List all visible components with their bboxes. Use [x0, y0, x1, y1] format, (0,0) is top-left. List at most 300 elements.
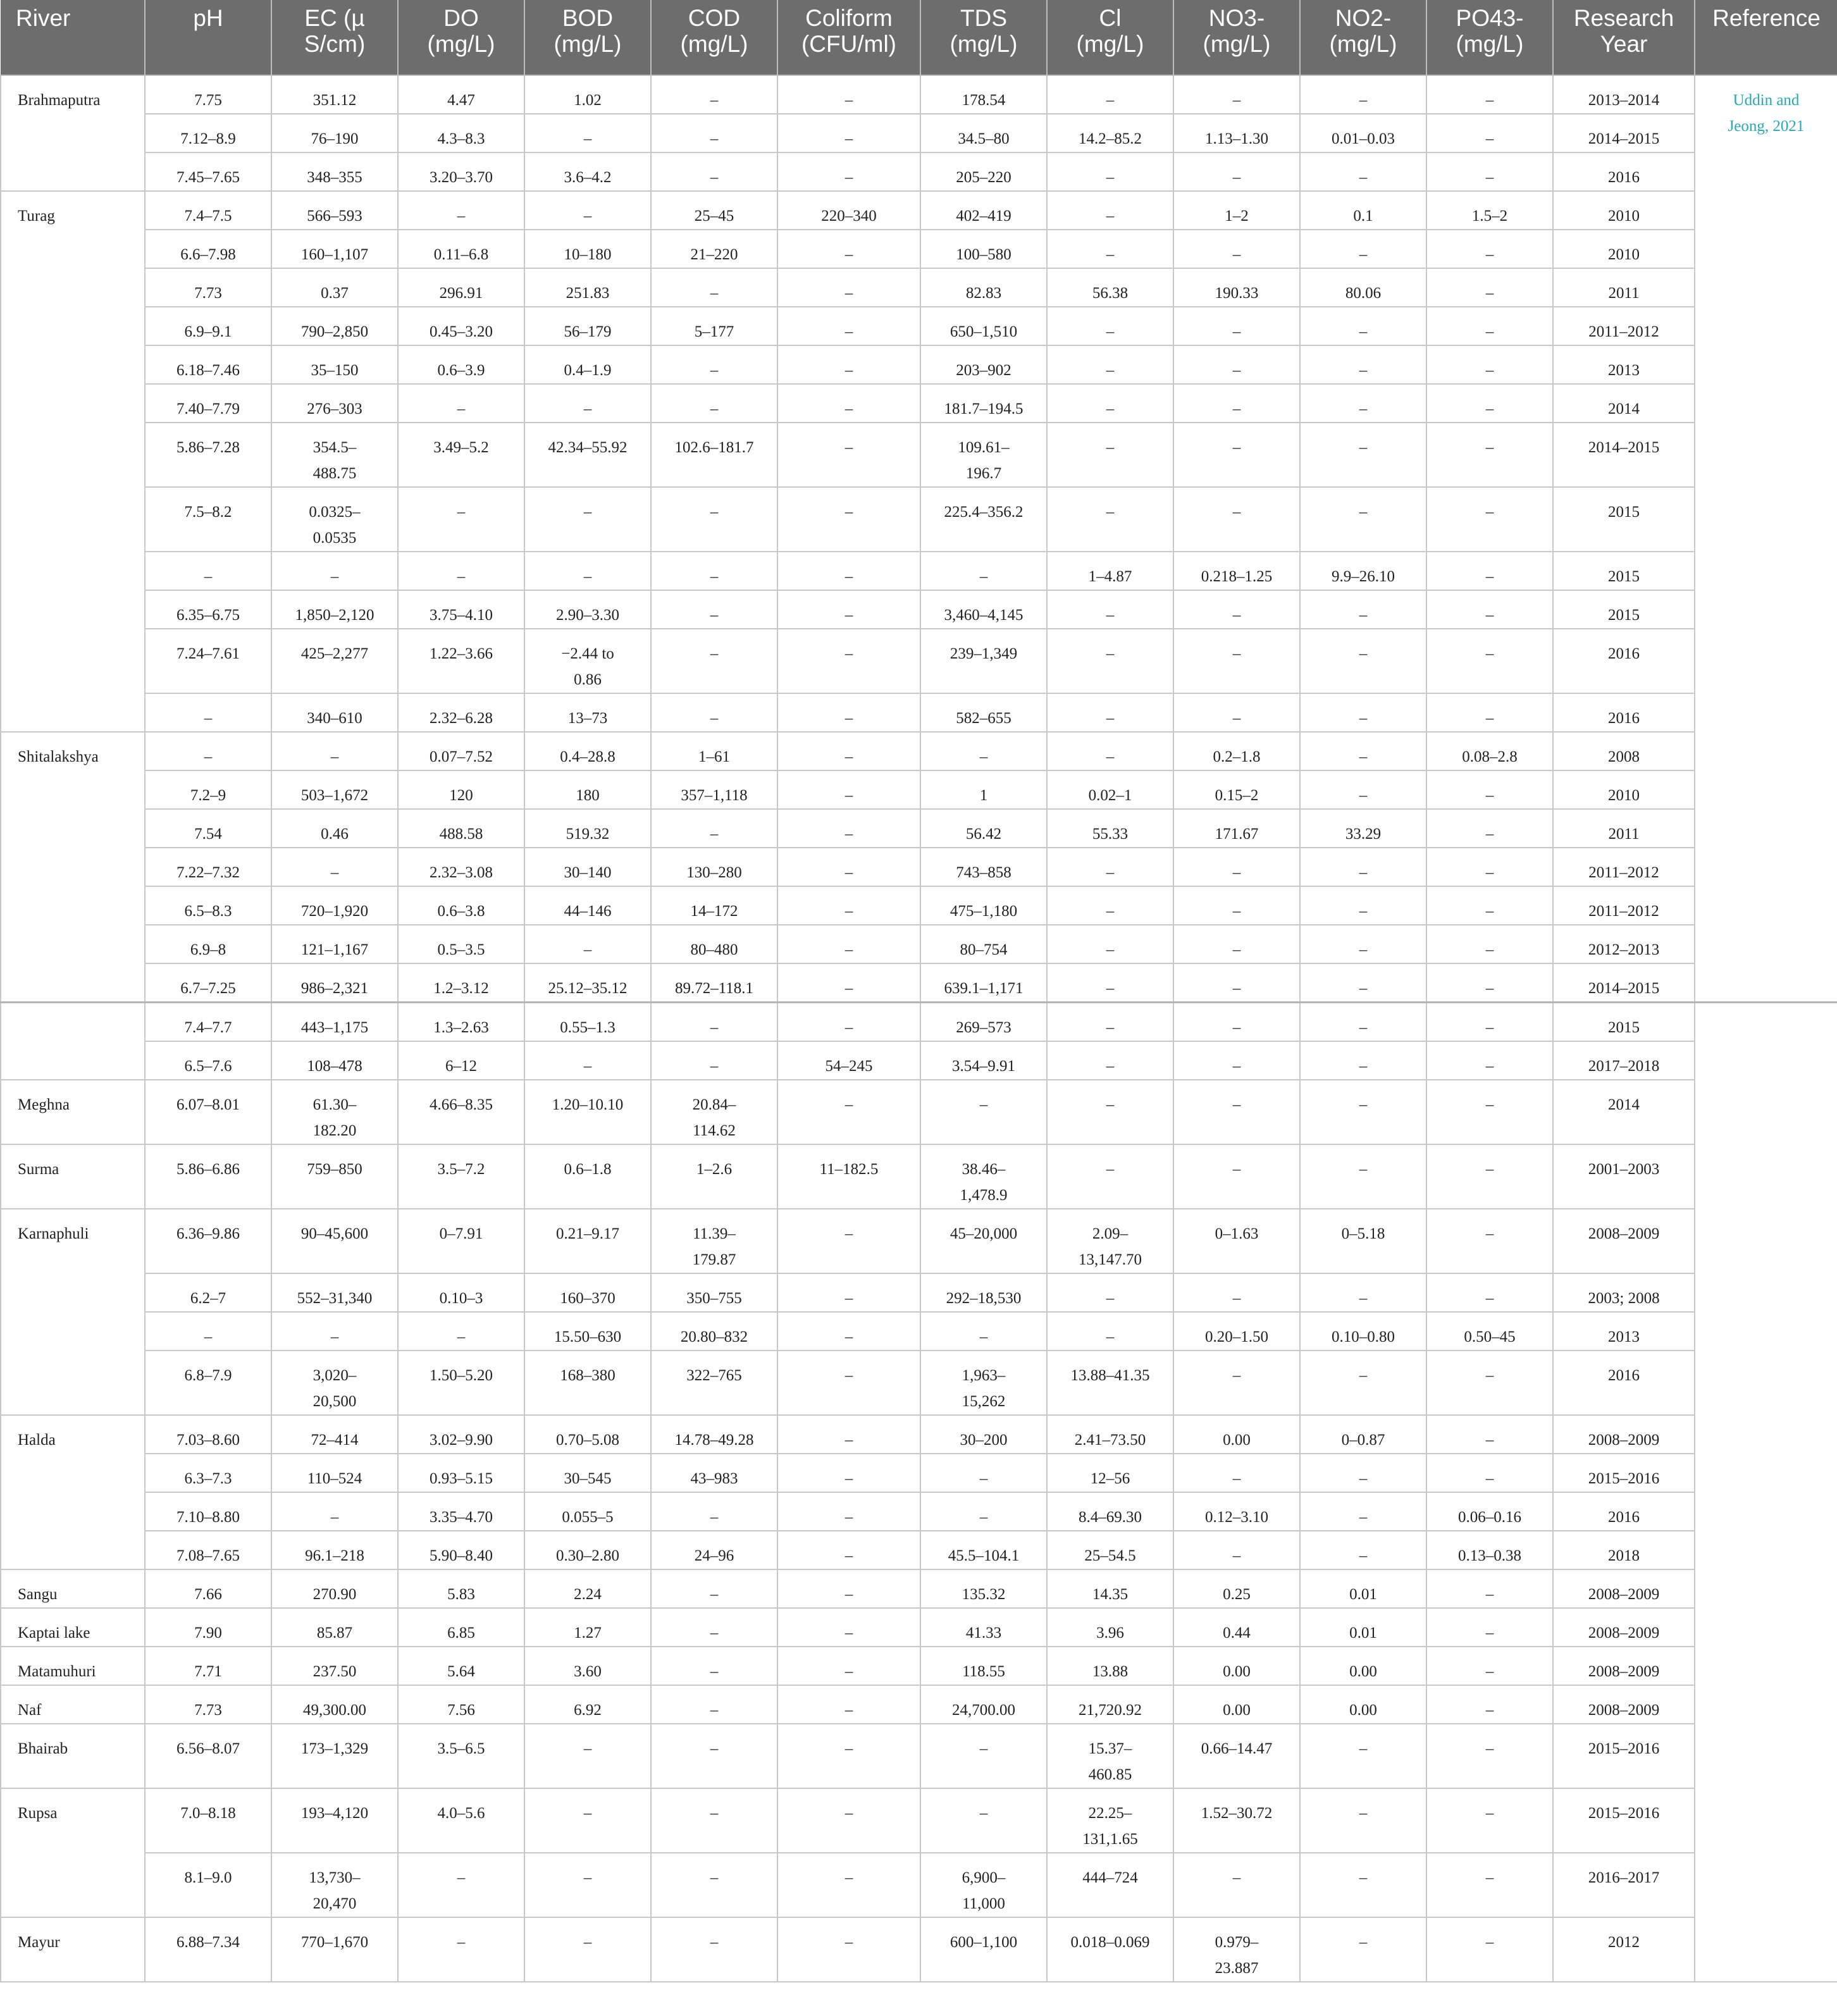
value-cell: 7.5–8.2 — [145, 487, 271, 552]
value-cell: 22.25– 131,1.65 — [1047, 1788, 1173, 1853]
value-cell: 402–419 — [920, 191, 1047, 230]
value-cell: 0.55–1.3 — [524, 1003, 651, 1042]
value-cell: 89.72–118.1 — [651, 963, 777, 1003]
table-row — [1, 230, 1837, 268]
value-cell: – — [920, 552, 1047, 590]
river-name-cell — [1, 1003, 145, 1080]
table-row — [1, 1415, 1837, 1454]
value-cell: 3.49–5.2 — [398, 423, 524, 487]
value-cell: 6.18–7.46 — [145, 345, 271, 384]
column-header: Coliform (CFU/ml) — [777, 0, 920, 75]
table-row — [1, 1041, 1837, 1080]
value-cell: 0.20–1.50 — [1173, 1312, 1300, 1351]
value-cell: 203–902 — [920, 345, 1047, 384]
value-cell: 1.50–5.20 — [398, 1351, 524, 1415]
value-cell: 1.3–2.63 — [398, 1003, 524, 1042]
river-name-cell: Meghna — [1, 1080, 145, 1144]
value-cell: 20.84– 114.62 — [651, 1080, 777, 1144]
value-cell: – — [651, 629, 777, 693]
value-cell: 9.9–26.10 — [1300, 552, 1426, 590]
value-cell: 108–478 — [271, 1041, 398, 1080]
value-cell: 190.33 — [1173, 268, 1300, 307]
value-cell: 6.92 — [524, 1685, 651, 1724]
value-cell: 72–414 — [271, 1415, 398, 1454]
value-cell: 7.10–8.80 — [145, 1492, 271, 1531]
value-cell: – — [651, 1003, 777, 1042]
value-cell: 582–655 — [920, 693, 1047, 732]
value-cell: – — [777, 1003, 920, 1042]
value-cell: – — [1426, 1788, 1553, 1853]
value-cell: 55.33 — [1047, 809, 1173, 848]
table-row — [1, 1454, 1837, 1492]
value-cell: 0.01–0.03 — [1300, 114, 1426, 152]
value-cell: 0.10–3 — [398, 1273, 524, 1312]
value-cell: – — [651, 1853, 777, 1917]
value-cell: – — [777, 629, 920, 693]
value-cell: 251.83 — [524, 268, 651, 307]
value-cell: 0.50–45 — [1426, 1312, 1553, 1351]
value-cell: – — [1173, 925, 1300, 963]
value-cell: – — [920, 732, 1047, 770]
value-cell: 6.36–9.86 — [145, 1209, 271, 1273]
value-cell: 0.01 — [1300, 1569, 1426, 1608]
value-cell: 0.37 — [271, 268, 398, 307]
column-header: COD (mg/L) — [651, 0, 777, 75]
river-name-cell: Mayur — [1, 1917, 145, 1982]
value-cell: – — [1426, 487, 1553, 552]
value-cell: 2.32–6.28 — [398, 693, 524, 732]
value-cell: – — [777, 732, 920, 770]
value-cell: – — [1300, 732, 1426, 770]
value-cell: 42.34–55.92 — [524, 423, 651, 487]
value-cell: – — [1426, 423, 1553, 487]
value-cell: 38.46– 1,478.9 — [920, 1144, 1047, 1209]
value-cell: 5.86–6.86 — [145, 1144, 271, 1209]
research-year-cell: 2001–2003 — [1553, 1144, 1695, 1209]
value-cell: – — [920, 1492, 1047, 1531]
value-cell: – — [1426, 1685, 1553, 1724]
table-row — [1, 1312, 1837, 1351]
value-cell: – — [651, 268, 777, 307]
value-cell: 600–1,100 — [920, 1917, 1047, 1982]
value-cell: 13–73 — [524, 693, 651, 732]
value-cell: – — [1173, 693, 1300, 732]
value-cell: 178.54 — [920, 75, 1047, 114]
river-name-cell: Surma — [1, 1144, 145, 1209]
research-year-cell: 2014 — [1553, 384, 1695, 423]
value-cell: 7.4–7.7 — [145, 1003, 271, 1042]
table-row — [1, 114, 1837, 152]
value-cell: 2.09– 13,147.70 — [1047, 1209, 1173, 1273]
value-cell: 0.00 — [1300, 1647, 1426, 1685]
value-cell: – — [1173, 848, 1300, 886]
research-year-cell: 2011–2012 — [1553, 307, 1695, 345]
value-cell: 0.66–14.47 — [1173, 1724, 1300, 1788]
value-cell: 0.1 — [1300, 191, 1426, 230]
research-year-cell: 2010 — [1553, 230, 1695, 268]
value-cell: 639.1–1,171 — [920, 963, 1047, 1003]
value-cell: 90–45,600 — [271, 1209, 398, 1273]
value-cell: – — [1047, 384, 1173, 423]
value-cell: – — [1426, 384, 1553, 423]
value-cell: 160–1,107 — [271, 230, 398, 268]
value-cell: – — [1047, 886, 1173, 925]
value-cell: – — [777, 1273, 920, 1312]
value-cell: 82.83 — [920, 268, 1047, 307]
value-cell: – — [651, 809, 777, 848]
value-cell: – — [1426, 693, 1553, 732]
value-cell: 100–580 — [920, 230, 1047, 268]
value-cell: 0.02–1 — [1047, 770, 1173, 809]
column-header: BOD (mg/L) — [524, 0, 651, 75]
value-cell: – — [524, 114, 651, 152]
table-row — [1, 1492, 1837, 1531]
research-year-cell: 2016 — [1553, 152, 1695, 191]
value-cell: 56.38 — [1047, 268, 1173, 307]
value-cell: 80.06 — [1300, 268, 1426, 307]
value-cell: 20.80–832 — [651, 1312, 777, 1351]
table-row — [1, 1531, 1837, 1569]
value-cell: – — [777, 1647, 920, 1685]
value-cell: – — [1047, 1273, 1173, 1312]
research-year-cell: 2010 — [1553, 770, 1695, 809]
value-cell: 3.6–4.2 — [524, 152, 651, 191]
value-cell: 130–280 — [651, 848, 777, 886]
research-year-cell: 2011–2012 — [1553, 848, 1695, 886]
research-year-cell: 2011 — [1553, 809, 1695, 848]
table-row — [1, 590, 1837, 629]
table-row — [1, 1080, 1837, 1144]
value-cell: 56–179 — [524, 307, 651, 345]
reference-cell — [1695, 1003, 1837, 1982]
value-cell: – — [1300, 1273, 1426, 1312]
value-cell: – — [1173, 590, 1300, 629]
table-row — [1, 848, 1837, 886]
value-cell: – — [777, 1853, 920, 1917]
value-cell: 135.32 — [920, 1569, 1047, 1608]
value-cell: – — [1300, 1853, 1426, 1917]
value-cell: – — [1173, 1080, 1300, 1144]
value-cell: – — [1426, 1415, 1553, 1454]
header-row — [1, 0, 1837, 75]
value-cell: 0.00 — [1300, 1685, 1426, 1724]
research-year-cell: 2015 — [1553, 487, 1695, 552]
table-row — [1, 1647, 1837, 1685]
value-cell: – — [777, 423, 920, 487]
value-cell: 3.60 — [524, 1647, 651, 1685]
table-body — [1, 75, 1837, 1982]
value-cell: 110–524 — [271, 1454, 398, 1492]
river-name-cell: Matamuhuri — [1, 1647, 145, 1685]
value-cell: – — [1173, 886, 1300, 925]
value-cell: 171.67 — [1173, 809, 1300, 848]
value-cell: – — [1047, 423, 1173, 487]
value-cell: – — [271, 552, 398, 590]
value-cell: 0.00 — [1173, 1647, 1300, 1685]
value-cell: – — [1300, 230, 1426, 268]
value-cell: – — [777, 1531, 920, 1569]
research-year-cell: 2016 — [1553, 1492, 1695, 1531]
value-cell: – — [1173, 75, 1300, 114]
value-cell: 14.78–49.28 — [651, 1415, 777, 1454]
value-cell: – — [1426, 152, 1553, 191]
value-cell: – — [524, 1853, 651, 1917]
value-cell: 5–177 — [651, 307, 777, 345]
column-header: TDS (mg/L) — [920, 0, 1047, 75]
value-cell: – — [777, 384, 920, 423]
table-row — [1, 1351, 1837, 1415]
research-year-cell: 2008–2009 — [1553, 1569, 1695, 1608]
table-row — [1, 1917, 1837, 1982]
value-cell: – — [1173, 423, 1300, 487]
value-cell: 0.00 — [1173, 1685, 1300, 1724]
value-cell: 45–20,000 — [920, 1209, 1047, 1273]
value-cell: – — [1300, 1531, 1426, 1569]
value-cell: 12–56 — [1047, 1454, 1173, 1492]
value-cell: 7.08–7.65 — [145, 1531, 271, 1569]
value-cell: 96.1–218 — [271, 1531, 398, 1569]
value-cell: 0–5.18 — [1300, 1209, 1426, 1273]
value-cell: – — [145, 693, 271, 732]
table-row — [1, 770, 1837, 809]
value-cell: −2.44 to 0.86 — [524, 629, 651, 693]
research-year-cell: 2008–2009 — [1553, 1647, 1695, 1685]
value-cell: 0.30–2.80 — [524, 1531, 651, 1569]
value-cell: – — [1300, 848, 1426, 886]
value-cell: 24,700.00 — [920, 1685, 1047, 1724]
table-row — [1, 925, 1837, 963]
value-cell: – — [1300, 487, 1426, 552]
value-cell: 45.5–104.1 — [920, 1531, 1047, 1569]
value-cell: – — [1047, 1003, 1173, 1042]
table-row — [1, 268, 1837, 307]
value-cell: 340–610 — [271, 693, 398, 732]
research-year-cell: 2008 — [1553, 732, 1695, 770]
value-cell: – — [651, 1788, 777, 1853]
value-cell: – — [777, 1312, 920, 1351]
value-cell: – — [398, 1917, 524, 1982]
value-cell: – — [398, 1853, 524, 1917]
value-cell: 3.5–6.5 — [398, 1724, 524, 1788]
value-cell: – — [1047, 1080, 1173, 1144]
value-cell: 0.06–0.16 — [1426, 1492, 1553, 1531]
value-cell: 1.22–3.66 — [398, 629, 524, 693]
value-cell: 488.58 — [398, 809, 524, 848]
column-header: River — [1, 0, 145, 75]
value-cell: 7.2–9 — [145, 770, 271, 809]
value-cell: 7.71 — [145, 1647, 271, 1685]
value-cell: – — [1173, 487, 1300, 552]
value-cell: – — [1173, 963, 1300, 1003]
value-cell: 4.3–8.3 — [398, 114, 524, 152]
value-cell: – — [1173, 1531, 1300, 1569]
table-row — [1, 1608, 1837, 1647]
value-cell: 85.87 — [271, 1608, 398, 1647]
value-cell: – — [145, 732, 271, 770]
river-name-cell: Bhairab — [1, 1724, 145, 1788]
value-cell: 0.45–3.20 — [398, 307, 524, 345]
research-year-cell: 2015–2016 — [1553, 1788, 1695, 1853]
research-year-cell: 2014 — [1553, 1080, 1695, 1144]
river-name-cell: Turag — [1, 191, 145, 732]
value-cell: 205–220 — [920, 152, 1047, 191]
value-cell: – — [1300, 1724, 1426, 1788]
value-cell: – — [1300, 345, 1426, 384]
value-cell: – — [651, 1917, 777, 1982]
value-cell: 21,720.92 — [1047, 1685, 1173, 1724]
value-cell: – — [651, 1685, 777, 1724]
value-cell: – — [1300, 1144, 1426, 1209]
value-cell: 0.15–2 — [1173, 770, 1300, 809]
value-cell: 6.9–8 — [145, 925, 271, 963]
value-cell: – — [1300, 770, 1426, 809]
research-year-cell: 2012–2013 — [1553, 925, 1695, 963]
value-cell: 3.35–4.70 — [398, 1492, 524, 1531]
value-cell: – — [777, 1788, 920, 1853]
research-year-cell: 2014–2015 — [1553, 963, 1695, 1003]
value-cell: 193–4,120 — [271, 1788, 398, 1853]
table-row — [1, 732, 1837, 770]
value-cell: – — [1300, 1788, 1426, 1853]
value-cell: 8.4–69.30 — [1047, 1492, 1173, 1531]
value-cell: – — [777, 75, 920, 114]
value-cell: – — [651, 345, 777, 384]
value-cell: – — [271, 1492, 398, 1531]
value-cell: 276–303 — [271, 384, 398, 423]
value-cell: – — [1173, 1454, 1300, 1492]
value-cell: – — [1047, 191, 1173, 230]
table-row — [1, 1003, 1837, 1042]
value-cell: 0.0325– 0.0535 — [271, 487, 398, 552]
value-cell: – — [651, 75, 777, 114]
value-cell: 15.50–630 — [524, 1312, 651, 1351]
value-cell: – — [651, 1041, 777, 1080]
table-row — [1, 1569, 1837, 1608]
value-cell: 1.02 — [524, 75, 651, 114]
value-cell: 1–61 — [651, 732, 777, 770]
value-cell: 566–593 — [271, 191, 398, 230]
research-year-cell: 2010 — [1553, 191, 1695, 230]
value-cell: – — [398, 487, 524, 552]
value-cell: 7.40–7.79 — [145, 384, 271, 423]
value-cell: – — [1426, 1454, 1553, 1492]
value-cell: 0.055–5 — [524, 1492, 651, 1531]
value-cell: – — [777, 1351, 920, 1415]
value-cell: – — [651, 590, 777, 629]
value-cell: – — [651, 487, 777, 552]
value-cell: 7.45–7.65 — [145, 152, 271, 191]
value-cell: 4.0–5.6 — [398, 1788, 524, 1853]
value-cell: 7.22–7.32 — [145, 848, 271, 886]
value-cell: – — [1426, 1917, 1553, 1982]
value-cell: – — [1173, 1853, 1300, 1917]
value-cell: – — [1047, 345, 1173, 384]
value-cell: – — [1300, 384, 1426, 423]
value-cell: – — [1426, 925, 1553, 963]
column-header: DO (mg/L) — [398, 0, 524, 75]
value-cell: 1 — [920, 770, 1047, 809]
value-cell: 0.4–28.8 — [524, 732, 651, 770]
value-cell: – — [651, 693, 777, 732]
value-cell: – — [1426, 590, 1553, 629]
value-cell: 425–2,277 — [271, 629, 398, 693]
value-cell: 770–1,670 — [271, 1917, 398, 1982]
value-cell: 121–1,167 — [271, 925, 398, 963]
value-cell: 0.70–5.08 — [524, 1415, 651, 1454]
value-cell: – — [398, 384, 524, 423]
value-cell: – — [524, 487, 651, 552]
research-year-cell: 2015 — [1553, 1003, 1695, 1042]
reference-cell[interactable]: Uddin and Jeong, 2021 — [1695, 75, 1837, 1003]
value-cell: – — [777, 848, 920, 886]
value-cell: – — [1426, 1608, 1553, 1647]
value-cell: 0.6–3.9 — [398, 345, 524, 384]
value-cell: – — [1300, 886, 1426, 925]
value-cell: 5.90–8.40 — [398, 1531, 524, 1569]
value-cell: 8.1–9.0 — [145, 1853, 271, 1917]
research-year-cell: 2013 — [1553, 345, 1695, 384]
value-cell: – — [1047, 152, 1173, 191]
value-cell: 3.96 — [1047, 1608, 1173, 1647]
value-cell: 0.08–2.8 — [1426, 732, 1553, 770]
value-cell: 1–2 — [1173, 191, 1300, 230]
value-cell: 7.12–8.9 — [145, 114, 271, 152]
value-cell: 6.8–7.9 — [145, 1351, 271, 1415]
value-cell: 80–480 — [651, 925, 777, 963]
column-header: PO43- (mg/L) — [1426, 0, 1553, 75]
value-cell: – — [777, 1608, 920, 1647]
value-cell: – — [524, 1724, 651, 1788]
research-year-cell: 2008–2009 — [1553, 1685, 1695, 1724]
value-cell: – — [777, 1415, 920, 1454]
value-cell: – — [651, 552, 777, 590]
value-cell: – — [1173, 629, 1300, 693]
value-cell: 44–146 — [524, 886, 651, 925]
value-cell: – — [1426, 345, 1553, 384]
value-cell: 0.6–1.8 — [524, 1144, 651, 1209]
value-cell: – — [1300, 1003, 1426, 1042]
value-cell: – — [524, 1041, 651, 1080]
value-cell: – — [1173, 1273, 1300, 1312]
value-cell: 6.56–8.07 — [145, 1724, 271, 1788]
value-cell: 475–1,180 — [920, 886, 1047, 925]
table-row — [1, 1144, 1837, 1209]
value-cell: – — [1300, 1492, 1426, 1531]
value-cell: 25.12–35.12 — [524, 963, 651, 1003]
value-cell: 7.56 — [398, 1685, 524, 1724]
value-cell: 7.66 — [145, 1569, 271, 1608]
value-cell: 0.10–0.80 — [1300, 1312, 1426, 1351]
value-cell: 41.33 — [920, 1608, 1047, 1647]
value-cell: 0.07–7.52 — [398, 732, 524, 770]
value-cell: – — [1047, 1144, 1173, 1209]
river-name-cell: Sangu — [1, 1569, 145, 1608]
value-cell: 322–765 — [651, 1351, 777, 1415]
value-cell: – — [777, 1685, 920, 1724]
value-cell: – — [777, 886, 920, 925]
value-cell: 7.90 — [145, 1608, 271, 1647]
value-cell: – — [1426, 886, 1553, 925]
research-year-cell: 2008–2009 — [1553, 1608, 1695, 1647]
value-cell: – — [651, 1724, 777, 1788]
value-cell: – — [1300, 1080, 1426, 1144]
value-cell: – — [1173, 1144, 1300, 1209]
research-year-cell: 2011 — [1553, 268, 1695, 307]
table-row — [1, 423, 1837, 487]
value-cell: – — [1300, 152, 1426, 191]
value-cell: 2.32–3.08 — [398, 848, 524, 886]
value-cell: 6.3–7.3 — [145, 1454, 271, 1492]
